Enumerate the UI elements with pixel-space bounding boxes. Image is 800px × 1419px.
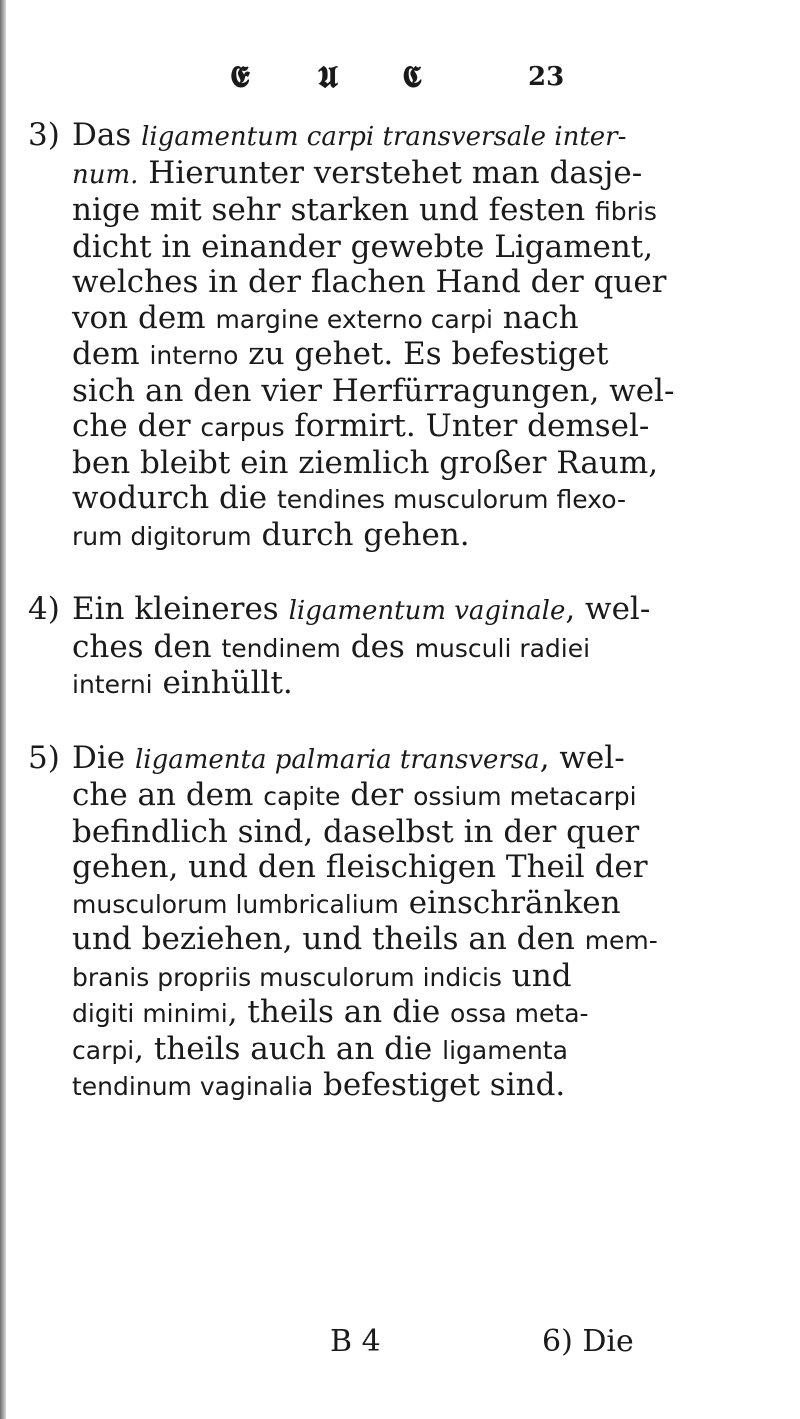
- latin-term: fibris: [595, 197, 657, 226]
- german-text: wodurch die: [72, 480, 277, 516]
- text-line: [72, 741, 768, 779]
- german-text: durch gehen.: [251, 516, 470, 553]
- german-text: ben bleibt ein ziemlich großer Raum,: [72, 444, 659, 481]
- text-line: [72, 265, 768, 301]
- german-text: zu gehet. Es befestiget: [238, 336, 609, 372]
- german-text: , wel-: [565, 591, 651, 627]
- latin-term: ligamenta: [442, 1035, 568, 1065]
- german-text: che an dem: [72, 777, 264, 813]
- body-text: [28, 118, 768, 1105]
- numbered-entry: [28, 592, 768, 703]
- text-line: [72, 778, 768, 815]
- running-header: [222, 60, 602, 100]
- german-text: dicht in einander gewebte Ligament,: [72, 228, 654, 265]
- latin-term: ossa meta-: [450, 999, 589, 1028]
- entry-number: 5): [28, 739, 60, 776]
- text-line: [72, 850, 768, 886]
- latin-term: num.: [72, 159, 139, 190]
- german-text: Hierunter verstehet man dasje-: [138, 154, 643, 191]
- page-number: 23: [528, 62, 565, 92]
- catchword: 6) Die: [542, 1324, 634, 1359]
- text-line: [72, 630, 768, 667]
- latin-term: carpi: [72, 1035, 135, 1065]
- numbered-entry: [28, 118, 768, 554]
- entry-number: 4): [28, 591, 60, 627]
- latin-term: branis propriis musculorum indicis: [72, 962, 502, 992]
- german-text: welches in der flachen Hand der quer: [72, 264, 667, 300]
- latin-term: ligamentum carpi transversale inter-: [141, 122, 627, 152]
- german-text: und beziehen, und theils an den: [72, 921, 585, 957]
- latin-term: digiti minimi: [72, 999, 228, 1028]
- german-text: nige mit sehr starken und festen: [72, 192, 596, 228]
- text-line: [72, 666, 768, 703]
- page-footer: [330, 1324, 710, 1364]
- latin-term: carpus: [200, 413, 285, 442]
- latin-term: ossium metacarpi: [413, 782, 637, 811]
- latin-term: interni: [72, 670, 153, 699]
- header-ornament-1: 𝕰: [230, 60, 250, 95]
- german-text: che der: [72, 408, 201, 444]
- german-text: befindlich sind, daselbst in der quer: [72, 813, 640, 850]
- text-line: [72, 1068, 768, 1105]
- text-line: [72, 1032, 768, 1069]
- text-line: [72, 301, 768, 338]
- german-text: einhüllt.: [152, 665, 293, 701]
- text-line: [72, 959, 768, 996]
- header-ornament-3: 𝕮: [402, 60, 422, 95]
- german-text: befestiget sind.: [313, 1067, 566, 1103]
- german-text: einschränken: [398, 884, 621, 921]
- latin-term: musculorum lumbricalium: [72, 889, 399, 919]
- latin-term: margine externo carpi: [215, 304, 493, 334]
- page-spine-shadow: [0, 0, 6, 1419]
- text-line: [72, 886, 768, 923]
- signature-mark: B 4: [330, 1324, 381, 1359]
- text-line: [72, 230, 768, 266]
- latin-term: mem-: [584, 926, 658, 955]
- german-text: , wel-: [539, 739, 625, 776]
- text-line: [72, 995, 768, 1032]
- text-line: [72, 481, 768, 518]
- numbered-entry: [28, 741, 768, 1105]
- german-text: des: [340, 628, 415, 665]
- latin-term: ligamenta palmaria transversa: [134, 744, 540, 775]
- text-line: [72, 446, 768, 482]
- german-text: formirt. Unter demsel-: [284, 408, 650, 444]
- german-text: , theils an die: [227, 994, 451, 1030]
- german-text: Das: [72, 117, 142, 153]
- text-line: [72, 922, 768, 959]
- latin-term: musculi radiei: [414, 633, 591, 663]
- latin-term: interno: [149, 341, 239, 370]
- text-line: [72, 193, 768, 230]
- german-text: und: [501, 957, 572, 994]
- german-text: der: [340, 777, 414, 813]
- header-ornament-2: 𝖀: [318, 60, 338, 95]
- german-text: Die: [72, 739, 135, 776]
- latin-term: capite: [263, 782, 341, 811]
- text-line: [72, 156, 768, 194]
- german-text: nach: [492, 299, 579, 336]
- text-line: [72, 592, 768, 630]
- text-line: [72, 409, 768, 446]
- entry-number: 3): [28, 117, 60, 153]
- text-line: [72, 337, 768, 374]
- latin-term: rum digitorum: [72, 521, 252, 551]
- text-line: [72, 815, 768, 851]
- text-line: [72, 518, 768, 555]
- german-text: , theils auch an die: [134, 1030, 443, 1067]
- german-text: dem: [72, 336, 150, 372]
- latin-term: tendinum vaginalia: [72, 1072, 314, 1101]
- latin-term: tendines musculorum flexo-: [276, 485, 626, 514]
- german-text: Ein kleineres: [72, 591, 289, 627]
- text-line: [72, 118, 768, 156]
- text-line: [72, 374, 768, 410]
- german-text: ches den: [72, 628, 222, 665]
- latin-term: ligamentum vaginale: [288, 596, 566, 626]
- latin-term: tendinem: [221, 633, 341, 663]
- german-text: sich an den vier Herfürragungen, wel-: [72, 372, 675, 409]
- german-text: gehen, und den fleischigen Theil der: [72, 849, 648, 885]
- german-text: von dem: [72, 299, 216, 336]
